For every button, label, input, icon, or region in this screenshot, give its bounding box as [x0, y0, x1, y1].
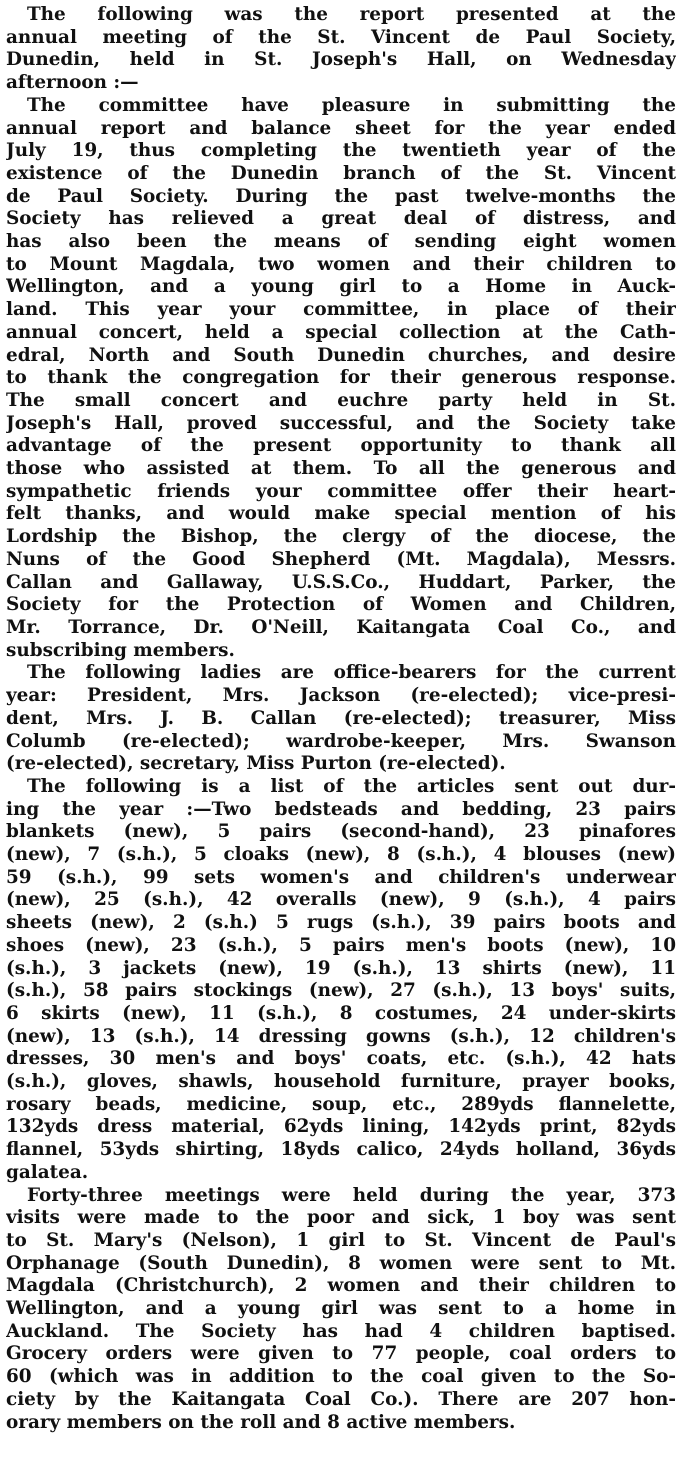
text-line: annual concert, held a special collection at the Cath- [6, 321, 676, 343]
text-line: Columb (re-elected); wardrobe-keeper, Mrs. Swanson [6, 730, 676, 752]
text-line: The following is a list of the articles sent out dur- [27, 775, 676, 797]
text-line: Auckland. The Society has had 4 children baptised. [6, 1320, 676, 1342]
text-line: Joseph's Hall, proved successful, and the Society take [6, 412, 676, 434]
text-line: those who assisted at them. To all the generous and [6, 458, 676, 480]
text-line: Mr. Torrance, Dr. O'Neill, Kaitangata Coal Co., and [6, 616, 676, 638]
text-line: blankets (new), 5 pairs (second-hand), 23 pinafores [6, 821, 676, 843]
text-line: ing the year :—Two bedsteads and bedding, 23 pairs [6, 798, 676, 820]
text-line: orary members on the roll and 8 active members. [6, 1411, 516, 1433]
text-line: (re-elected), secretary, Miss Purton (re-elected). [6, 753, 506, 775]
text-line: edral, North and South Dunedin churches, and desire [6, 344, 676, 366]
text-line: July 19, thus completing the twentieth year of the [6, 140, 676, 162]
text-line: (new), 25 (s.h.), 42 overalls (new), 9 (s.h.), 4 pairs [6, 889, 676, 911]
text-line: year: President, Mrs. Jackson (re-elected); vice-presi- [6, 685, 676, 707]
paragraph-committee-report [6, 95, 676, 663]
text-line: afternoon :— [6, 72, 139, 94]
text-line: annual report and balance sheet for the year ended [6, 117, 676, 139]
text-line: Forty-three meetings were held during the year, 373 [27, 1184, 676, 1206]
text-line: de Paul Society. During the past twelve-months the [6, 185, 676, 207]
text-line: sheets (new), 2 (s.h.) 5 rugs (s.h.), 39 pairs boots and [6, 912, 676, 934]
text-line: Grocery orders were given to 77 people, coal orders to [6, 1343, 676, 1365]
text-line: The following was the report presented at the [27, 4, 676, 25]
text-line: to thank the congregation for their generous response. [6, 367, 676, 389]
text-line: The small concert and euchre party held in St. [6, 389, 676, 411]
text-line: to Mount Magdala, two women and their children to [6, 253, 676, 275]
text-line: 6 skirts (new), 11 (s.h.), 8 costumes, 24 under-skirts [6, 1002, 676, 1024]
text-line: sympathetic friends your committee offer their heart- [6, 480, 676, 502]
text-line: flannel, 53yds shirting, 18yds calico, 24yds holland, 36yds [6, 1139, 676, 1161]
text-line: ciety by the Kaitangata Coal Co.). There are 207 hon- [6, 1388, 676, 1410]
text-line: annual meeting of the St. Vincent de Paul Society, [6, 26, 676, 48]
text-line: rosary beads, medicine, soup, etc., 289yds flannelette, [6, 1093, 676, 1115]
paragraph-office-bearers [6, 662, 676, 776]
text-line: galatea. [6, 1161, 89, 1183]
paragraph-intro [6, 4, 676, 95]
text-line: has also been the means of sending eight women [6, 231, 676, 253]
text-line: The committee have pleasure in submitting the [27, 94, 676, 116]
text-line: Society has relieved a great deal of distress, and [6, 208, 676, 230]
text-line: Nuns of the Good Shepherd (Mt. Magdala), Messrs. [6, 548, 676, 570]
text-line: Wellington, and a young girl to a Home in Auck- [6, 276, 676, 298]
text-line: (new), 13 (s.h.), 14 dressing gowns (s.h.), 12 children's [6, 1025, 676, 1047]
text-line: Lordship the Bishop, the clergy of the diocese, the [6, 526, 676, 548]
text-line: Orphanage (South Dunedin), 8 women were sent to Mt. [6, 1252, 676, 1274]
text-line: 59 (s.h.), 99 sets women's and children's underwear [6, 866, 676, 888]
text-line: Wellington, and a young girl was sent to a home in [6, 1298, 676, 1320]
paragraph-meetings-summary [6, 1185, 676, 1435]
text-line: (new), 7 (s.h.), 5 cloaks (new), 8 (s.h.), 4 blouses (new) [6, 844, 676, 866]
paragraph-articles-sent [6, 776, 676, 1185]
text-line: (s.h.), 3 jackets (new), 19 (s.h.), 13 shirts (new), 11 [6, 957, 676, 979]
text-line: dresses, 30 men's and boys' coats, etc. (s.h.), 42 hats [6, 1048, 676, 1070]
text-line: Callan and Gallaway, U.S.S.Co., Huddart, Parker, the [6, 571, 676, 593]
text-line: Society for the Protection of Women and Children, [6, 594, 676, 616]
text-line: dent, Mrs. J. B. Callan (re-elected); treasurer, Miss [6, 707, 676, 729]
text-line: to St. Mary's (Nelson), 1 girl to St. Vincent de Paul's [6, 1229, 676, 1251]
text-line: shoes (new), 23 (s.h.), 5 pairs men's boots (new), 10 [6, 934, 676, 956]
text-line: Magdala (Christchurch), 2 women and their children to [6, 1275, 676, 1297]
text-line: Dunedin, held in St. Joseph's Hall, on Wednesday [6, 49, 676, 71]
text-line: The following ladies are office-bearers for the current [27, 662, 676, 684]
newspaper-article [6, 4, 676, 1434]
text-line: visits were made to the poor and sick, 1 boy was sent [6, 1207, 676, 1229]
text-line: existence of the Dunedin branch of the St. Vincent [6, 162, 676, 184]
text-line: (s.h.), 58 pairs stockings (new), 27 (s.h.), 13 boys' suits, [6, 980, 676, 1002]
text-line: (s.h.), gloves, shawls, household furniture, prayer books, [6, 1071, 676, 1093]
text-line: 60 (which was in addition to the coal given to the So- [6, 1366, 676, 1388]
text-line: subscribing members. [6, 639, 235, 661]
text-line: land. This year your committee, in place of their [6, 299, 676, 321]
text-line: 132yds dress material, 62yds lining, 142yds print, 82yds [6, 1116, 676, 1138]
text-line: advantage of the present opportunity to thank all [6, 435, 676, 457]
text-line: felt thanks, and would make special mention of his [6, 503, 676, 525]
